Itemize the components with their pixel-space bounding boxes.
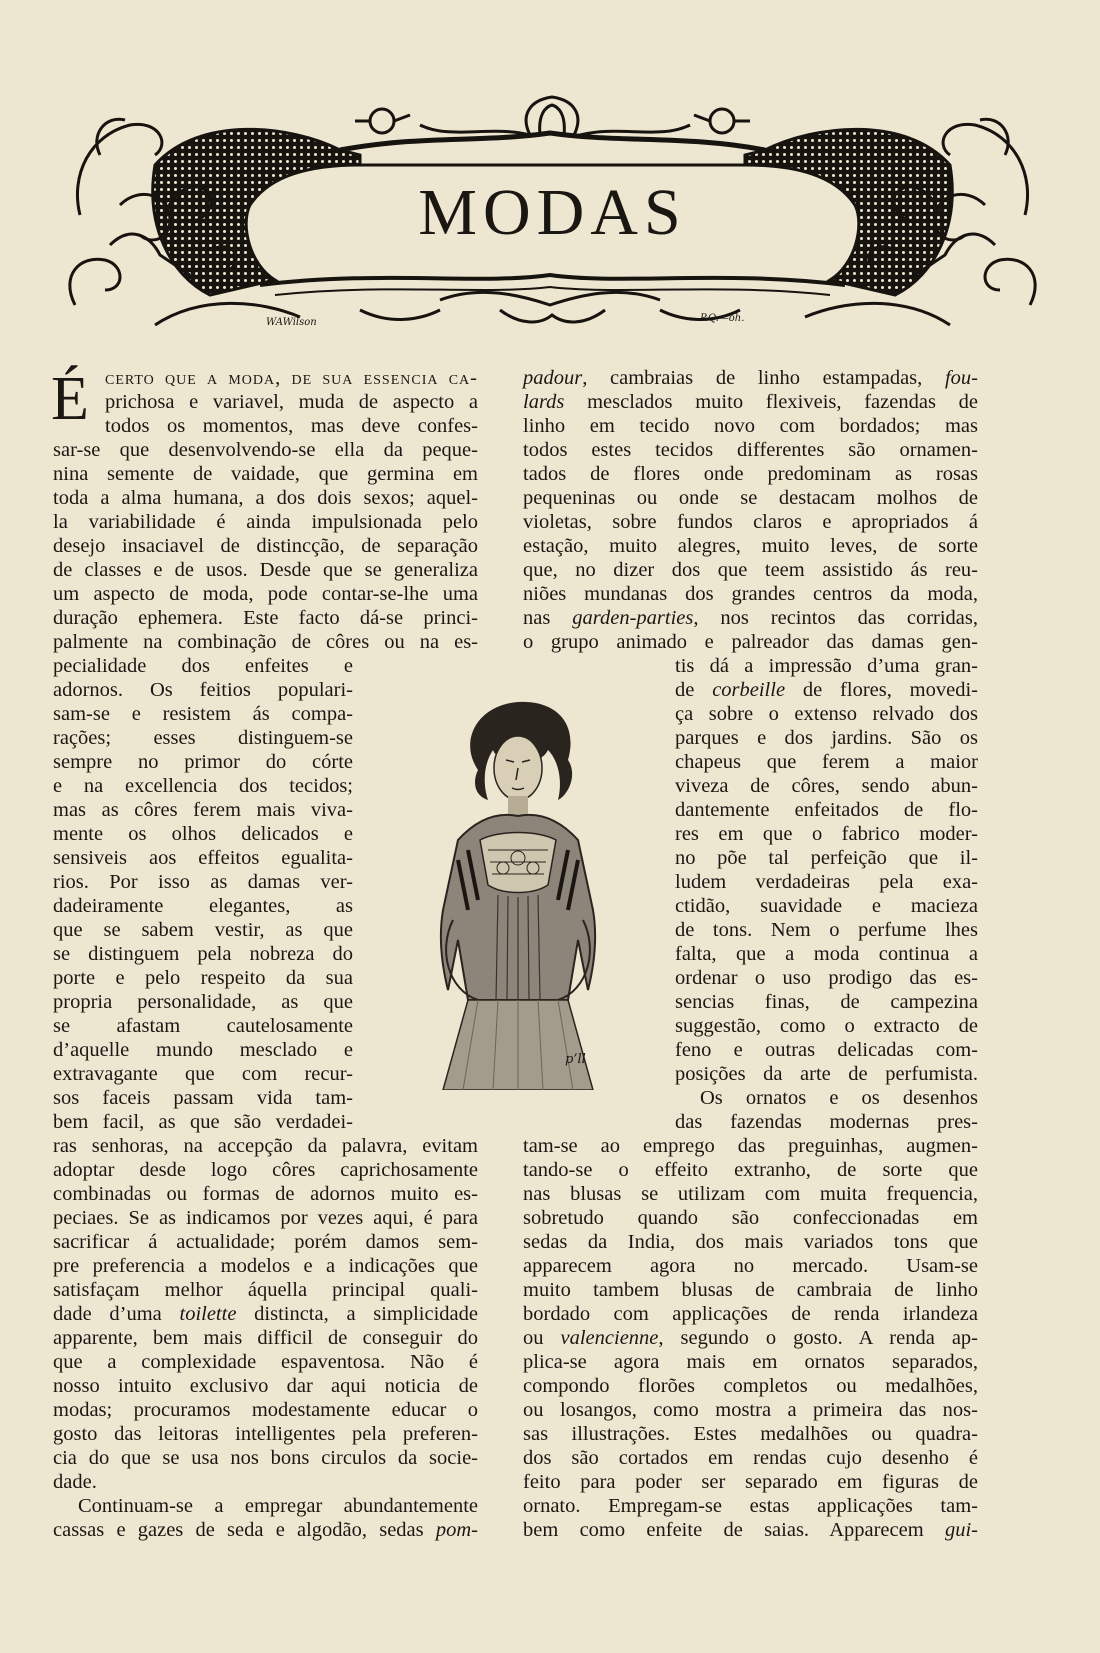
text-line: ras senhoras, na accepção da palavra, evitam (53, 1135, 478, 1157)
page-title: MODAS (418, 176, 687, 249)
text-line: ou losangos, como mostra a primeira das nos- (523, 1399, 978, 1421)
text-line: sos faceis passam vida tam- (53, 1087, 353, 1109)
text-line: estação, muito alegres, muito leves, de sorte (523, 535, 978, 557)
text-line: violetas, sobre fundos claros e apropriados á (523, 511, 978, 533)
text-line: porte e pelo respeito da sua (53, 967, 353, 989)
text-line: viveza de côres, sendo abun- (675, 775, 978, 797)
text-line: nina semente de vaidade, que germina em (53, 463, 478, 485)
text-line: de corbeille de flores, movedi- (675, 679, 979, 701)
text-line: palmente na combinação de côres ou na es- (53, 631, 478, 653)
text-line: mente os olhos delicados e (53, 823, 353, 845)
text-line: todos os momentos, mas deve confes- (105, 415, 478, 437)
text-line: nas garden-parties, nos recintos das corridas, (523, 607, 978, 629)
text-line: dade. (53, 1471, 97, 1493)
text-line: se afastam cautelosamente (53, 1015, 353, 1037)
text-line: suggestão, como o extracto de (675, 1015, 978, 1037)
text-line: dantemente enfeitados de flo- (675, 799, 978, 821)
text-line: gosto das leitoras intelligentes pela preferen- (53, 1423, 478, 1445)
text-line: padour, cambraias de linho estampadas, fou- (523, 367, 978, 389)
woman-blouse-illustration (418, 700, 623, 1090)
text-line: propria personalidade, as que (53, 991, 353, 1013)
text-line: toda a alma humana, a dos dois sexos; aquel- (53, 487, 478, 509)
text-line: sencias finas, de campezina (675, 991, 978, 1013)
text-line: parques e dos jardins. São os (675, 727, 978, 749)
text-line: pecialidade dos enfeites e (53, 655, 353, 677)
text-line: um aspecto de moda, pode contar-se-lhe uma (53, 583, 478, 605)
text-line: feno e outras delicadas com- (675, 1039, 978, 1061)
text-line: pequeninas ou onde se destacam molhos de (523, 487, 978, 509)
text-line: pre preferencia a modelos e a indicações que (53, 1255, 478, 1277)
text-line: sensiveis aos effeitos egualita- (53, 847, 353, 869)
text-line: peciaes. Se as indicamos por vezes aqui, é para (53, 1207, 478, 1229)
text-line: Os ornatos e os desenhos (700, 1087, 978, 1109)
text-line: ça sobre o extenso relvado dos (675, 703, 978, 725)
text-line: tam-se ao emprego das preguinhas, augmen- (523, 1135, 978, 1157)
text-line: niões mundanas dos grandes centros da moda, (523, 583, 978, 605)
text-line: compondo florões completos ou medalhões, (523, 1375, 978, 1397)
text-line: adoptar desde logo côres caprichosamente (53, 1159, 478, 1181)
text-line: cia do que se usa nos bons circulos da socie- (53, 1447, 478, 1469)
text-line: res em que o fabrico moder- (675, 823, 978, 845)
text-line: posições da arte de perfumista. (675, 1063, 978, 1085)
text-line: falta, que a moda continua a (675, 943, 978, 965)
text-line: nosso intuito exclusivo dar aqui noticia de (53, 1375, 478, 1397)
text-line: ou valencienne, segundo o gosto. A renda ap- (523, 1327, 978, 1349)
text-line: apparente, bem mais difficil de conseguir do (53, 1327, 478, 1349)
artist-signature-left: WAWilson (266, 317, 317, 328)
text-line: sacrificar á actualidade; porém damos sem- (53, 1231, 478, 1253)
text-line: adornos. Os feitios populari- (53, 679, 353, 701)
text-line: plica-se agora mais em ornatos separados, (523, 1351, 978, 1373)
text-line: se distinguem pela nobreza do (53, 943, 353, 965)
text-line: linho em tecido novo com bordados; mas (523, 415, 978, 437)
text-line: de tons. Nem o perfume lhes (675, 919, 978, 941)
text-line: sempre no primor do córte (53, 751, 353, 773)
text-line: sobretudo quando são confeccionadas em (523, 1207, 978, 1229)
text-line: combinadas ou formas de adornos muito es- (53, 1183, 478, 1205)
text-line: lards mesclados muito flexiveis, fazendas de (523, 391, 978, 413)
artist-signature-right: P.Q.—oh. (700, 313, 745, 324)
text-line: apparecem agora no mercado. Usam-se (523, 1255, 978, 1277)
text-line: bem facil, as que são verdadei- (53, 1111, 353, 1133)
text-line: sas illustrações. Estes medalhões ou quadra- (523, 1423, 978, 1445)
text-line: sedas da India, dos mais variados tons que (523, 1231, 978, 1253)
text-line: ornato. Empregam-se estas applicações tam- (523, 1495, 978, 1517)
text-line: feito para poder ser separado em figuras de (523, 1471, 978, 1493)
text-line: bem como enfeite de saias. Apparecem gui- (523, 1519, 978, 1541)
text-line: muito tambem blusas de cambraia de linho (523, 1279, 978, 1301)
text-line: Continuam-se a empregar abundantemente (78, 1495, 478, 1517)
illustration-signature: p’ll (565, 1052, 586, 1067)
text-line: tis dá a impressão d’uma gran- (675, 655, 978, 677)
text-line: ctidão, suavidade e macieza (675, 895, 978, 917)
text-line: dadeiramente elegantes, as (53, 895, 353, 917)
text-line: chapeus que ferem a maior (675, 751, 978, 773)
text-line: modas; procuramos modestamente educar o (53, 1399, 478, 1421)
text-line: sam-se e resistem ás compa- (53, 703, 353, 725)
text-line: das fazendas modernas pres- (675, 1111, 978, 1133)
text-line: que se sabem vestir, as que (53, 919, 353, 941)
text-line: tados de flores onde predominam as rosas (523, 463, 978, 485)
text-line: todos estes tecidos differentes são ornamen- (523, 439, 978, 461)
text-line: sar-se que desenvolvendo-se ella da peque- (53, 439, 478, 461)
text-line: tando-se o effeito extranho, de sorte que (523, 1159, 978, 1181)
text-line: prichosa e variavel, muda de aspecto a (105, 391, 478, 413)
text-line: cassas e gazes de seda e algodão, sedas pom- (53, 1519, 478, 1541)
text-line: de classes e de usos. Desde que se generaliza (53, 559, 478, 581)
text-line: no põe tal perfeição que il- (675, 847, 978, 869)
text-line: ordenar o uso prodigo das es- (675, 967, 978, 989)
text-line: nas blusas se utilizam com muita frequencia, (523, 1183, 978, 1205)
text-line: que, no dizer dos que teem assistido ás reu- (523, 559, 978, 581)
text-line: ludem verdadeiras pela exa- (675, 871, 978, 893)
text-line: rios. Por isso as damas ver- (53, 871, 353, 893)
text-line: o grupo animado e palreador das damas gen- (523, 631, 978, 653)
text-line: extravagante que com recur- (53, 1063, 353, 1085)
text-line: duração ephemera. Este facto dá-se princi- (53, 607, 478, 629)
text-line: mas as côres ferem mais viva- (53, 799, 353, 821)
text-line: dade d’uma toilette distincta, a simplicidade (53, 1303, 478, 1325)
text-line: rações; esses distinguem-se (53, 727, 353, 749)
text-line: que a complexidade espaventosa. Não é (53, 1351, 478, 1373)
text-line: d’aquelle mundo mesclado e (53, 1039, 353, 1061)
text-line: dos são cortados em rendas cujo desenho é (523, 1447, 978, 1469)
text-line: bordado com applicações de renda irlandeza (523, 1303, 978, 1325)
text-line: satisfaçam melhor áquella principal quali- (53, 1279, 478, 1301)
text-line: desejo insaciavel de distincção, de separação (53, 535, 478, 557)
text-line: e na excellencia dos tecidos; (53, 775, 353, 797)
text-line: la variabilidade é ainda impulsionada pelo (53, 511, 478, 533)
drop-cap: É (51, 365, 89, 433)
header-cartouche (60, 95, 1045, 345)
text-line: certo que a moda, de sua essencia ca- (105, 367, 478, 389)
